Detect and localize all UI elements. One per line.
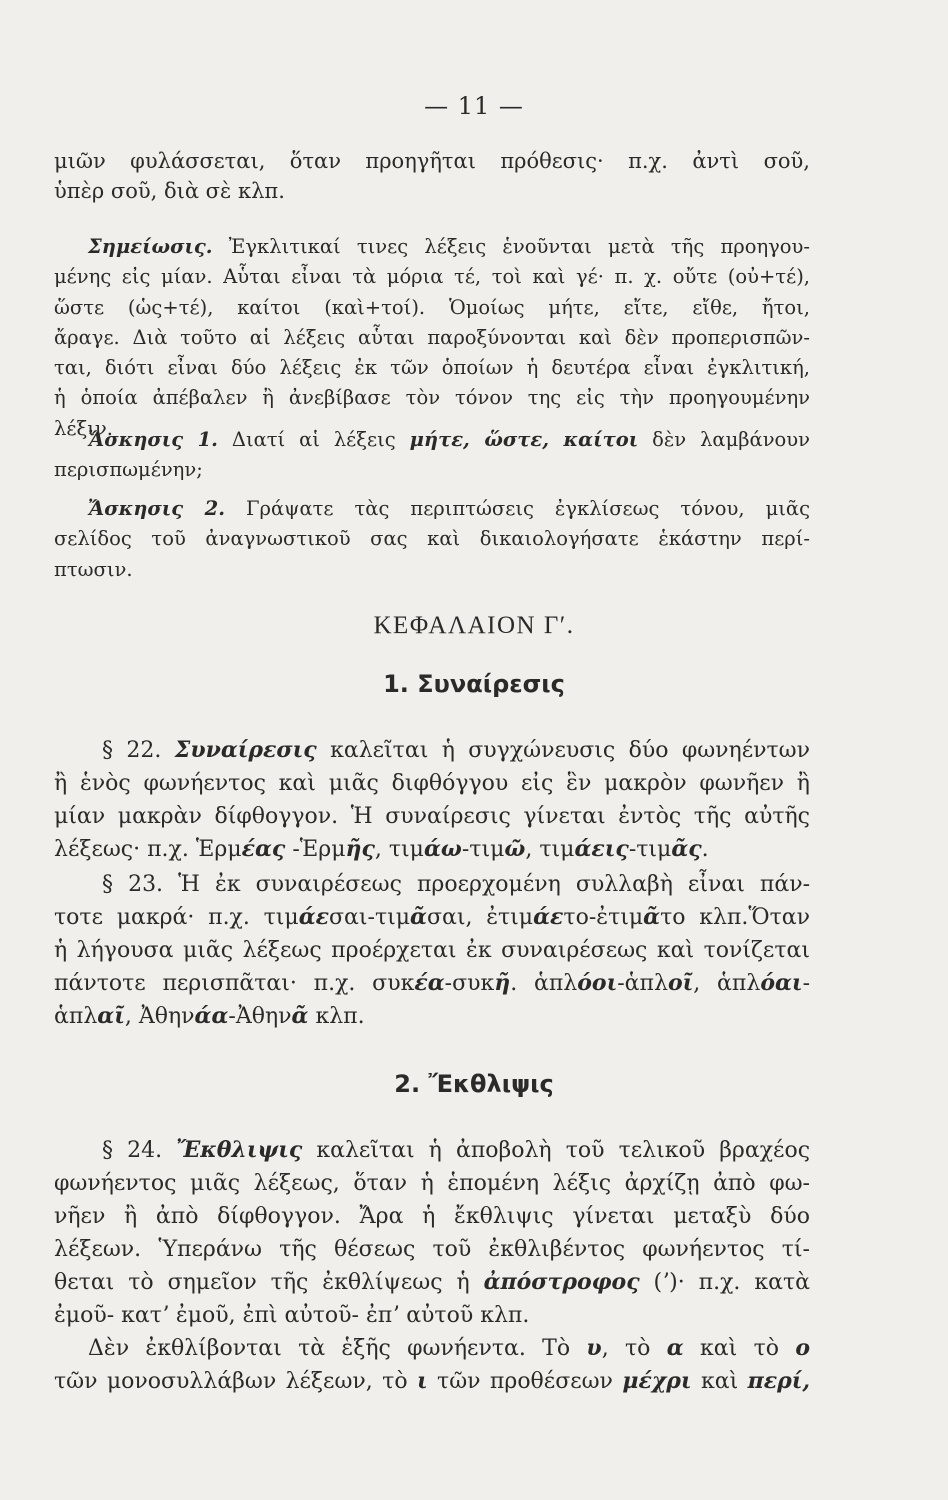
page-number: — 11 — [424,92,524,120]
section-number: § 24. [102,1138,163,1163]
text-line: νῆεν ἢ ἀπὸ δίφθογγον. Ἄρα ἡ ἔκθλιψις γίνεται μεταξὺ δύο [54,1204,810,1229]
text-line: ἡ ὁποία ἀπέβαλεν ἢ ἀνεβίβασε τὸν τόνον της εἰς τὴν προηγουμένην [54,386,810,410]
text-line: μένης εἰς μίαν. Αὗται εἶναι τὰ μόρια τέ, τοὶ καὶ γέ· π. χ. οὔτε (οὐ+τέ), [54,265,810,289]
note-label: Σημείωσις. [88,235,213,258]
text-line: ἢ ἑνὸς φωνήεντος καὶ μιᾶς διφθόγγου εἰς ἓν μακρὸν φωνῆεν ἢ [54,771,810,796]
text-line: ἄραγε. Διὰ τοῦτο αἱ λέξεις αὗται παροξύνονται καὶ δὲν προπερισπῶν- [54,325,810,349]
section-title: 1. Συναίρεσις [383,670,565,698]
emphasized-words: μήτε, ὥστε, καίτοι [409,428,639,451]
continuation-paragraph [54,146,810,207]
paragraph-text: καλεῖται ἡ ἀποβολὴ τοῦ τελικοῦ βραχέος [316,1138,811,1163]
section-number: § 22. [102,738,162,763]
text-line [54,1134,810,1167]
paragraph-23 [54,868,810,1033]
text-line: ἁπλαῖ, Ἀθηνάα-Ἀθηνᾶ κλπ. [54,1003,365,1029]
text-line: ἡ λήγουσα μιᾶς λέξεως προέρχεται ἐκ συναιρέσεως καὶ τονίζεται [54,938,810,963]
text-line: πάντοτε περισπᾶται· π.χ. συκέα-συκῆ. ἁπλόοι-ἁπλοῖ, ἁπλόαι- [54,970,810,996]
text-line: λέξεως· π.χ. Ἑρμέας -Ἑρμῆς, τιμάω-τιμῶ, τιμάεις-τιμᾶς. [54,836,709,862]
note-text: Ἐγκλιτικαί τινες λέξεις ἑνοῦνται μετὰ τῆς προηγου- [228,235,810,258]
exercise-text: Διατί αἱ λέξεις [231,428,396,451]
exercise-text: δὲν λαμβάνουν [652,428,811,451]
note-paragraph [54,232,810,444]
text-line: μίαν μακρὰν δίφθογγον. Ἡ συναίρεσις γίνεται ἐντὸς τῆς αὐτῆς [54,804,810,829]
exercise-label: Ἄσκησις 2. [88,497,226,520]
text-line [54,425,810,455]
exercise-2 [54,494,810,585]
chapter-title: ΚΕΦΑΛΑΙΟΝ Γʹ. [373,612,575,639]
text-line: περισπωμένην; [54,458,203,482]
exercise-text: Γράψατε τὰς περιπτώσεις ἐγκλίσεως τόνου, μιᾶς [246,497,811,520]
text-line: μιῶν φυλάσσεται, ὅταν προηγῆται πρόθεσις· π.χ. ἀντὶ σοῦ, [54,149,810,173]
text-line [54,734,810,767]
paragraph-text: Ἡ ἐκ συναιρέσεως προερχομένη συλλαβὴ εἶναι πάν- [178,872,811,897]
text-line: ὑπὲρ σοῦ, διὰ σὲ κλπ. [54,179,285,204]
text-line [54,232,810,262]
section-number: § 23. [102,872,164,897]
text-line: λέξεων. Ὑπεράνω τῆς θέσεως τοῦ ἐκθλιβέντος φωνήεντος τί- [54,1237,810,1262]
text-line: τοτε μακρά· π.χ. τιμάεσαι-τιμᾶσαι, ἐτιμάετο-ἐτιμᾶτο κλπ.Ὅταν [54,904,810,930]
paragraph-final [54,1332,810,1398]
text-line [54,868,810,901]
paragraph-text: καλεῖται ἡ συγχώνευσις δύο φωνηέντων [330,738,810,763]
paragraph-24 [54,1134,810,1332]
text-line: ἐμοῦ- κατʼ ἐμοῦ, ἐπὶ αὐτοῦ- ἐπʼ αὐτοῦ κλπ. [54,1303,530,1328]
text-line: σελίδος τοῦ ἀναγνωστικοῦ σας καὶ δικαιολογήσατε ἑκάστην περί- [54,527,810,551]
text-line: ται, διότι εἶναι δύο λέξεις ἐκ τῶν ὁποίων ἡ δευτέρα εἶναι ἐγκλιτική, [54,356,810,380]
exercise-1 [54,425,810,486]
text-line: Δὲν ἐκθλίβονται τὰ ἑξῆς φωνήεντα. Τὸ υ, τὸ α καὶ τὸ ο [88,1335,810,1361]
section-title: 2. Ἔκθλιψις [394,1070,554,1098]
paragraph-22 [54,734,810,866]
text-line [54,494,810,524]
text-line: λέξιν. [54,416,113,440]
defined-term: Συναίρεσις [174,737,317,763]
exercise-label: Ἄσκησις 1. [88,428,218,451]
text-line: φωνήεντος μιᾶς λέξεως, ὅταν ἡ ἑπομένη λέξις ἀρχίζῃ ἀπὸ φω- [54,1171,810,1196]
text-line: ὥστε (ὡς+τέ), καίτοι (καὶ+τοί). Ὁμοίως μήτε, εἴτε, εἴθε, ἤτοι, [54,295,810,319]
text-line: θεται τὸ σημεῖον τῆς ἐκθλίψεως ἡ ἀπόστροφος (ʼ)· π.χ. κατὰ [54,1269,810,1295]
text-line: τῶν μονοσυλλάβων λέξεων, τὸ ι τῶν προθέσεων μέχρι καὶ περί, [54,1368,811,1394]
defined-term: Ἔκθλιψις [176,1137,303,1163]
text-line: πτωσιν. [54,557,133,581]
